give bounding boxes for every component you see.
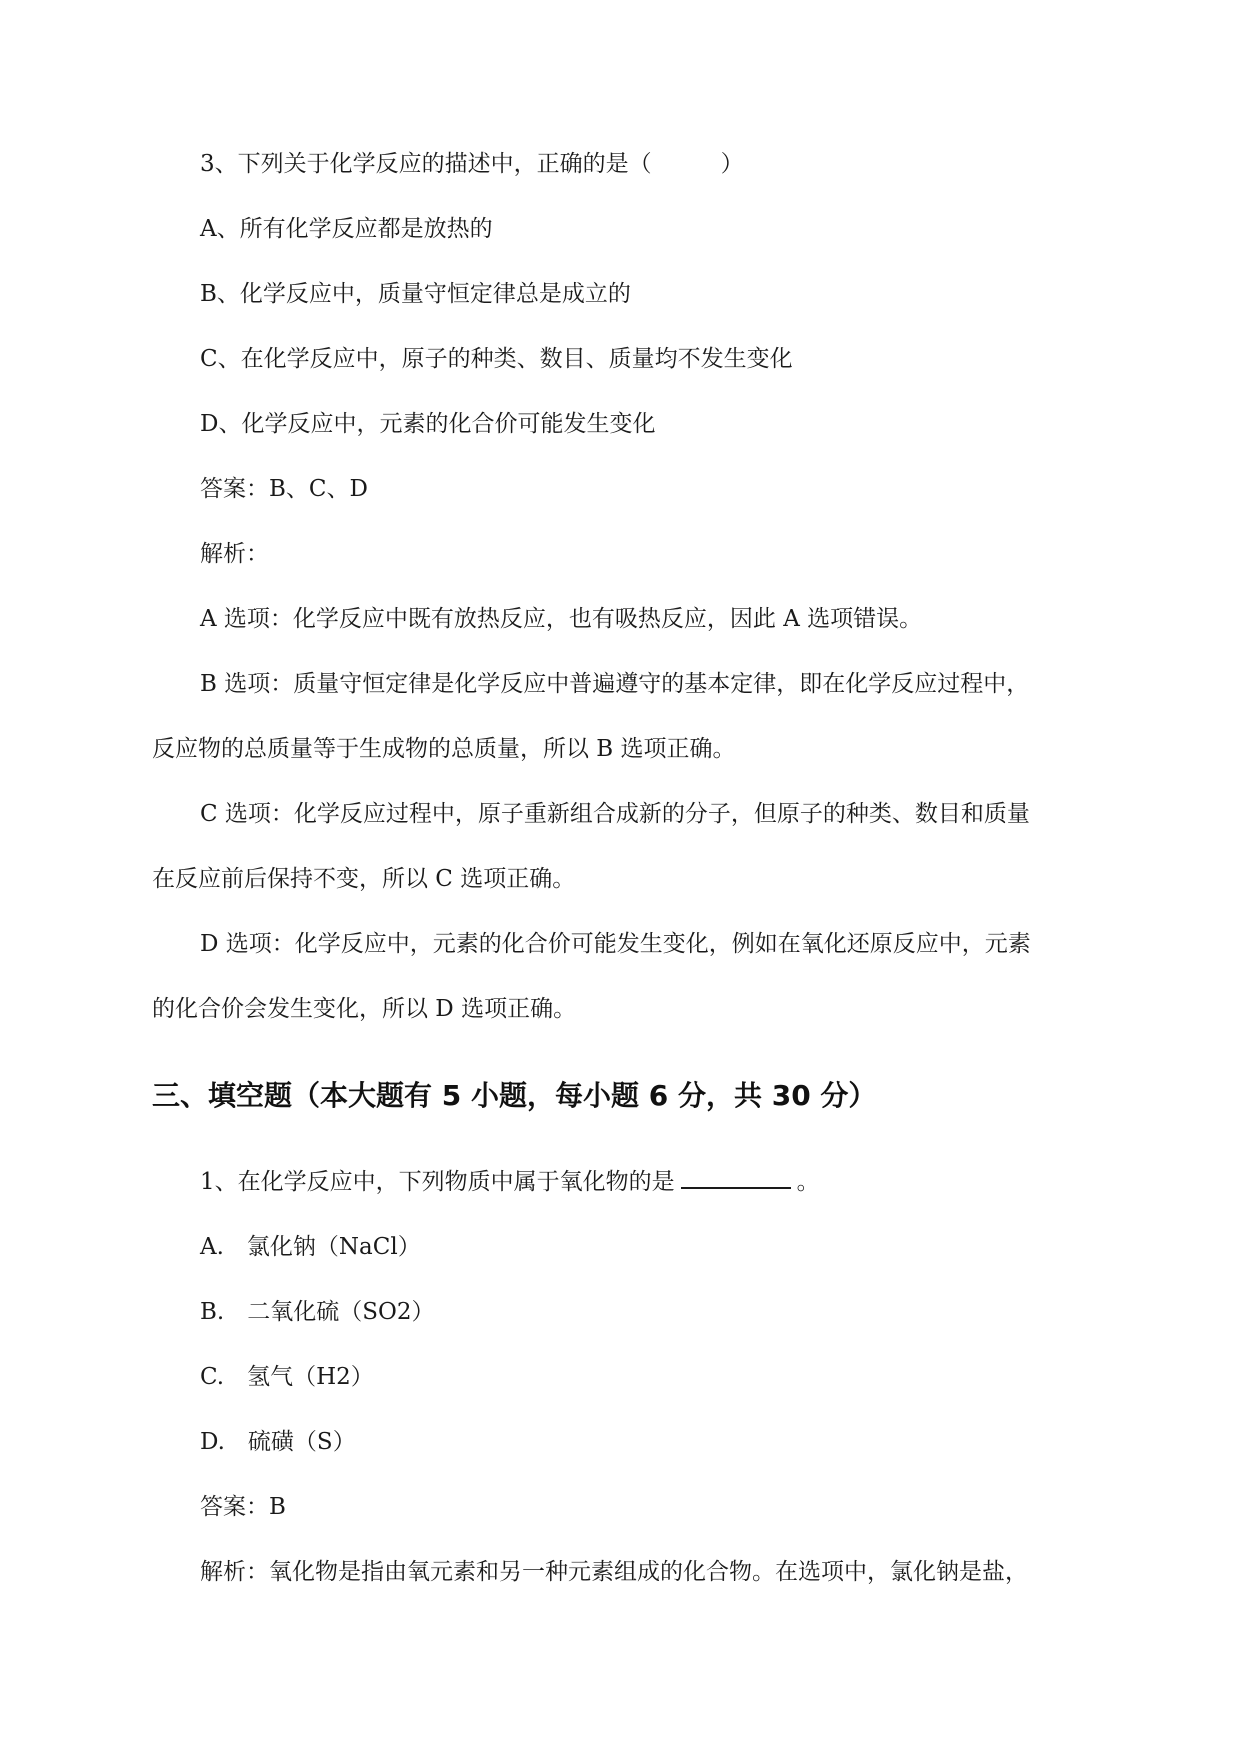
- fill-question-1-answer: 答案：B: [200, 1494, 286, 1520]
- fill-question-1-stem: [200, 1166, 820, 1198]
- question-3-stem: 3、下列关于化学反应的描述中，正确的是（ ）: [200, 151, 744, 177]
- question-3-option-a: A、所有化学反应都是放热的: [200, 216, 493, 242]
- fill-question-1-option-c: C. 氢气（H2）: [200, 1364, 374, 1390]
- answer-blank: [681, 1169, 791, 1189]
- question-3-analysis-c-line1: C 选项：化学反应过程中，原子重新组合成新的分子，但原子的种类、数目和质量: [200, 801, 1030, 827]
- question-3-analysis-a: A 选项：化学反应中既有放热反应，也有吸热反应，因此 A 选项错误。: [200, 606, 923, 632]
- question-3-option-c: C、在化学反应中，原子的种类、数目、质量均不发生变化: [200, 346, 793, 372]
- question-3-analysis-d-line1: D 选项：化学反应中，元素的化合价可能发生变化，例如在氧化还原反应中，元素: [200, 931, 1031, 957]
- fill-question-1-option-b: B. 二氧化硫（SO2）: [200, 1299, 435, 1325]
- fill-question-1-option-d: D. 硫磺（S）: [200, 1429, 356, 1455]
- fill-question-1-stem-text: 1、在化学反应中，下列物质中属于氧化物的是: [200, 1169, 675, 1195]
- question-3-analysis-title: 解析：: [200, 541, 269, 567]
- question-3-answer: 答案：B、C、D: [200, 476, 368, 502]
- section-heading-fill-in: 三、填空题（本大题有 5 小题，每小题 6 分，共 30 分）: [152, 1079, 877, 1112]
- fill-question-1-option-a: A. 氯化钠（NaCl）: [200, 1234, 421, 1260]
- question-3-option-d: D、化学反应中，元素的化合价可能发生变化: [200, 411, 656, 437]
- fill-question-1-analysis: 解析：氧化物是指由氧元素和另一种元素组成的化合物。在选项中，氯化钠是盐，: [200, 1559, 1028, 1585]
- question-3-analysis-b-line1: B 选项：质量守恒定律是化学反应中普遍遵守的基本定律，即在化学反应过程中，: [200, 671, 1030, 697]
- question-3-option-b: B、化学反应中，质量守恒定律总是成立的: [200, 281, 631, 307]
- fill-question-1-stem-end: 。: [796, 1169, 820, 1195]
- question-3-analysis-b-line2: 反应物的总质量等于生成物的总质量，所以 B 选项正确。: [152, 736, 736, 762]
- question-3-analysis-d-line2: 的化合价会发生变化，所以 D 选项正确。: [152, 996, 577, 1022]
- question-3-analysis-c-line2: 在反应前后保持不变，所以 C 选项正确。: [152, 866, 576, 892]
